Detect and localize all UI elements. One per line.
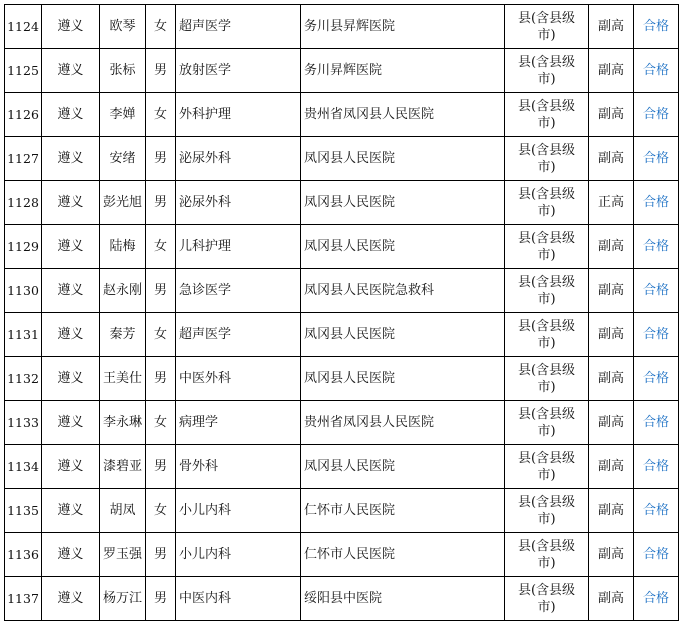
gender-cell: 男 bbox=[146, 445, 176, 489]
work-unit-cell: 贵州省凤冈县人民医院 bbox=[301, 93, 505, 137]
city-cell: 遵义 bbox=[42, 313, 100, 357]
gender-cell: 女 bbox=[146, 225, 176, 269]
specialty-cell: 泌尿外科 bbox=[176, 137, 301, 181]
result-link[interactable]: 合格 bbox=[642, 370, 669, 386]
unit-level-text: 县(含县级市) bbox=[517, 450, 576, 483]
gender-cell: 女 bbox=[146, 401, 176, 445]
table-row bbox=[5, 137, 679, 181]
specialty-cell: 小儿内科 bbox=[176, 489, 301, 533]
title-level-cell: 副高 bbox=[589, 401, 634, 445]
unit-level-text: 县(含县级市) bbox=[517, 98, 576, 131]
person-name-cell: 安绪 bbox=[100, 137, 146, 181]
unit-level-cell bbox=[505, 577, 589, 621]
title-level-cell: 副高 bbox=[589, 577, 634, 621]
city-cell: 遵义 bbox=[42, 137, 100, 181]
title-level-cell: 副高 bbox=[589, 357, 634, 401]
result-cell bbox=[634, 533, 679, 577]
unit-level-text: 县(含县级市) bbox=[517, 318, 576, 351]
unit-level-text: 县(含县级市) bbox=[517, 362, 576, 395]
gender-cell: 男 bbox=[146, 181, 176, 225]
title-level-cell: 副高 bbox=[589, 533, 634, 577]
result-link[interactable]: 合格 bbox=[642, 194, 669, 210]
result-cell bbox=[634, 181, 679, 225]
unit-level-cell bbox=[505, 137, 589, 181]
title-level-cell: 副高 bbox=[589, 5, 634, 49]
unit-level-text: 县(含县级市) bbox=[517, 142, 576, 175]
serial-number-cell: 1133 bbox=[5, 401, 42, 445]
table-row bbox=[5, 49, 679, 93]
title-level-cell: 正高 bbox=[589, 181, 634, 225]
serial-number-cell: 1125 bbox=[5, 49, 42, 93]
serial-number-cell: 1132 bbox=[5, 357, 42, 401]
result-link[interactable]: 合格 bbox=[642, 326, 669, 342]
unit-level-text: 县(含县级市) bbox=[517, 582, 576, 615]
result-cell bbox=[634, 93, 679, 137]
gender-cell: 男 bbox=[146, 269, 176, 313]
unit-level-text: 县(含县级市) bbox=[517, 54, 576, 87]
city-cell: 遵义 bbox=[42, 49, 100, 93]
gender-cell: 男 bbox=[146, 577, 176, 621]
city-cell: 遵义 bbox=[42, 445, 100, 489]
person-name-cell: 彭光旭 bbox=[100, 181, 146, 225]
result-link[interactable]: 合格 bbox=[642, 106, 669, 122]
work-unit-cell: 凤冈县人民医院 bbox=[301, 313, 505, 357]
specialty-cell: 病理学 bbox=[176, 401, 301, 445]
gender-cell: 女 bbox=[146, 5, 176, 49]
table-body bbox=[5, 5, 679, 621]
serial-number-cell: 1129 bbox=[5, 225, 42, 269]
specialty-cell: 骨外科 bbox=[176, 445, 301, 489]
specialty-cell: 儿科护理 bbox=[176, 225, 301, 269]
serial-number-cell: 1126 bbox=[5, 93, 42, 137]
unit-level-cell bbox=[505, 269, 589, 313]
person-name-cell: 王美仕 bbox=[100, 357, 146, 401]
result-cell bbox=[634, 49, 679, 93]
table-row bbox=[5, 533, 679, 577]
unit-level-text: 县(含县级市) bbox=[517, 406, 576, 439]
work-unit-cell: 绥阳县中医院 bbox=[301, 577, 505, 621]
serial-number-cell: 1131 bbox=[5, 313, 42, 357]
specialty-cell: 中医外科 bbox=[176, 357, 301, 401]
table-row bbox=[5, 313, 679, 357]
person-name-cell: 秦芳 bbox=[100, 313, 146, 357]
specialty-cell: 放射医学 bbox=[176, 49, 301, 93]
result-link[interactable]: 合格 bbox=[642, 282, 669, 298]
work-unit-cell: 凤冈县人民医院 bbox=[301, 357, 505, 401]
gender-cell: 男 bbox=[146, 49, 176, 93]
result-link[interactable]: 合格 bbox=[642, 502, 669, 518]
city-cell: 遵义 bbox=[42, 181, 100, 225]
results-table bbox=[4, 4, 679, 621]
result-cell bbox=[634, 269, 679, 313]
person-name-cell: 杨万江 bbox=[100, 577, 146, 621]
gender-cell: 女 bbox=[146, 489, 176, 533]
unit-level-text: 县(含县级市) bbox=[517, 538, 576, 571]
result-cell bbox=[634, 313, 679, 357]
table-row bbox=[5, 401, 679, 445]
work-unit-cell: 凤冈县人民医院 bbox=[301, 181, 505, 225]
work-unit-cell: 凤冈县人民医院 bbox=[301, 137, 505, 181]
city-cell: 遵义 bbox=[42, 401, 100, 445]
serial-number-cell: 1134 bbox=[5, 445, 42, 489]
work-unit-cell: 仁怀市人民医院 bbox=[301, 489, 505, 533]
specialty-cell: 泌尿外科 bbox=[176, 181, 301, 225]
table-row bbox=[5, 5, 679, 49]
gender-cell: 男 bbox=[146, 533, 176, 577]
work-unit-cell: 仁怀市人民医院 bbox=[301, 533, 505, 577]
table-row bbox=[5, 93, 679, 137]
title-level-cell: 副高 bbox=[589, 49, 634, 93]
work-unit-cell: 务川县昇辉医院 bbox=[301, 5, 505, 49]
title-level-cell: 副高 bbox=[589, 269, 634, 313]
unit-level-cell bbox=[505, 93, 589, 137]
serial-number-cell: 1130 bbox=[5, 269, 42, 313]
title-level-cell: 副高 bbox=[589, 93, 634, 137]
work-unit-cell: 凤冈县人民医院 bbox=[301, 445, 505, 489]
unit-level-cell bbox=[505, 533, 589, 577]
unit-level-cell bbox=[505, 49, 589, 93]
person-name-cell: 漆碧亚 bbox=[100, 445, 146, 489]
result-link[interactable]: 合格 bbox=[642, 458, 669, 474]
result-link[interactable]: 合格 bbox=[642, 62, 669, 78]
city-cell: 遵义 bbox=[42, 93, 100, 137]
serial-number-cell: 1136 bbox=[5, 533, 42, 577]
gender-cell: 女 bbox=[146, 93, 176, 137]
result-link[interactable]: 合格 bbox=[642, 18, 669, 34]
person-name-cell: 陆梅 bbox=[100, 225, 146, 269]
result-cell bbox=[634, 401, 679, 445]
gender-cell: 男 bbox=[146, 137, 176, 181]
result-link[interactable]: 合格 bbox=[642, 414, 669, 430]
unit-level-text: 县(含县级市) bbox=[517, 10, 576, 43]
unit-level-cell bbox=[505, 5, 589, 49]
specialty-cell: 中医内科 bbox=[176, 577, 301, 621]
city-cell: 遵义 bbox=[42, 577, 100, 621]
specialty-cell: 超声医学 bbox=[176, 5, 301, 49]
gender-cell: 男 bbox=[146, 357, 176, 401]
unit-level-text: 县(含县级市) bbox=[517, 230, 576, 263]
specialty-cell: 外科护理 bbox=[176, 93, 301, 137]
title-level-cell: 副高 bbox=[589, 225, 634, 269]
table-row bbox=[5, 445, 679, 489]
unit-level-text: 县(含县级市) bbox=[517, 186, 576, 219]
result-cell bbox=[634, 445, 679, 489]
unit-level-text: 县(含县级市) bbox=[517, 274, 576, 307]
table-row bbox=[5, 269, 679, 313]
title-level-cell: 副高 bbox=[589, 313, 634, 357]
serial-number-cell: 1128 bbox=[5, 181, 42, 225]
unit-level-cell bbox=[505, 489, 589, 533]
serial-number-cell: 1127 bbox=[5, 137, 42, 181]
city-cell: 遵义 bbox=[42, 225, 100, 269]
result-link[interactable]: 合格 bbox=[642, 590, 669, 606]
person-name-cell: 欧琴 bbox=[100, 5, 146, 49]
unit-level-cell bbox=[505, 445, 589, 489]
serial-number-cell: 1137 bbox=[5, 577, 42, 621]
unit-level-cell bbox=[505, 357, 589, 401]
table-row bbox=[5, 577, 679, 621]
table-row bbox=[5, 357, 679, 401]
result-link[interactable]: 合格 bbox=[642, 546, 669, 562]
result-cell bbox=[634, 5, 679, 49]
gender-cell: 女 bbox=[146, 313, 176, 357]
specialty-cell: 急诊医学 bbox=[176, 269, 301, 313]
person-name-cell: 李婵 bbox=[100, 93, 146, 137]
title-level-cell: 副高 bbox=[589, 489, 634, 533]
table-row bbox=[5, 225, 679, 269]
result-link[interactable]: 合格 bbox=[642, 238, 669, 254]
table-row bbox=[5, 181, 679, 225]
person-name-cell: 胡凤 bbox=[100, 489, 146, 533]
city-cell: 遵义 bbox=[42, 533, 100, 577]
work-unit-cell: 贵州省凤冈县人民医院 bbox=[301, 401, 505, 445]
person-name-cell: 罗玉强 bbox=[100, 533, 146, 577]
title-level-cell: 副高 bbox=[589, 445, 634, 489]
work-unit-cell: 务川昇辉医院 bbox=[301, 49, 505, 93]
unit-level-cell bbox=[505, 181, 589, 225]
result-cell bbox=[634, 577, 679, 621]
city-cell: 遵义 bbox=[42, 5, 100, 49]
unit-level-text: 县(含县级市) bbox=[517, 494, 576, 527]
city-cell: 遵义 bbox=[42, 269, 100, 313]
city-cell: 遵义 bbox=[42, 489, 100, 533]
result-cell bbox=[634, 225, 679, 269]
unit-level-cell bbox=[505, 225, 589, 269]
title-level-cell: 副高 bbox=[589, 137, 634, 181]
person-name-cell: 赵永刚 bbox=[100, 269, 146, 313]
person-name-cell: 李永琳 bbox=[100, 401, 146, 445]
result-link[interactable]: 合格 bbox=[642, 150, 669, 166]
serial-number-cell: 1135 bbox=[5, 489, 42, 533]
table-row bbox=[5, 489, 679, 533]
person-name-cell: 张标 bbox=[100, 49, 146, 93]
specialty-cell: 超声医学 bbox=[176, 313, 301, 357]
work-unit-cell: 凤冈县人民医院 bbox=[301, 225, 505, 269]
specialty-cell: 小儿内科 bbox=[176, 533, 301, 577]
work-unit-cell: 凤冈县人民医院急救科 bbox=[301, 269, 505, 313]
serial-number-cell: 1124 bbox=[5, 5, 42, 49]
unit-level-cell bbox=[505, 313, 589, 357]
result-cell bbox=[634, 489, 679, 533]
city-cell: 遵义 bbox=[42, 357, 100, 401]
result-cell bbox=[634, 137, 679, 181]
result-cell bbox=[634, 357, 679, 401]
unit-level-cell bbox=[505, 401, 589, 445]
